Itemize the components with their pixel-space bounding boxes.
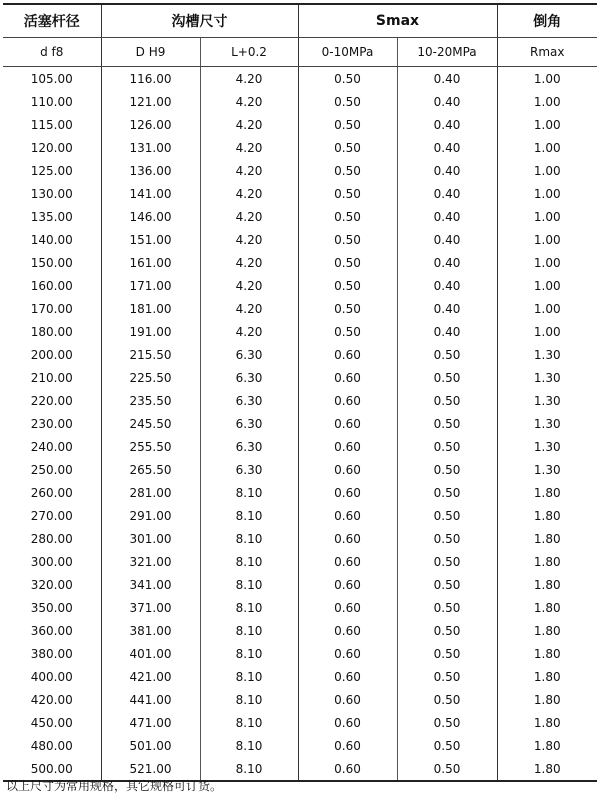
smax-low-cell: 0.50 xyxy=(298,182,397,205)
table-row xyxy=(3,665,597,688)
smax-low-cell: 0.50 xyxy=(298,90,397,113)
table-row xyxy=(3,297,597,320)
chamfer-cell: 1.80 xyxy=(533,577,561,592)
rod-diameter-cell: 300.00 xyxy=(3,550,101,573)
groove-length-cell: 6.30 xyxy=(200,366,298,389)
groove-diameter-cell: 225.50 xyxy=(101,366,200,389)
table-row xyxy=(3,481,597,504)
rod-diameter-cell: 160.00 xyxy=(3,274,101,297)
groove-diameter-cell: 131.00 xyxy=(101,136,200,159)
rod-diameter-cell: 125.00 xyxy=(3,159,101,182)
smax-low-cell: 0.60 xyxy=(298,504,397,527)
groove-diameter-cell: 171.00 xyxy=(101,274,200,297)
subheader-rmax: Rmax xyxy=(497,38,597,67)
table-row xyxy=(3,573,597,596)
groove-diameter-cell: 245.50 xyxy=(101,412,200,435)
smax-high-cell: 0.40 xyxy=(397,136,497,159)
table-row xyxy=(3,642,597,665)
chamfer-cell: 1.30 xyxy=(533,370,561,385)
smax-high-cell: 0.50 xyxy=(397,757,497,781)
chamfer-cell: 1.80 xyxy=(533,692,561,707)
rod-diameter-cell: 260.00 xyxy=(3,481,101,504)
rod-diameter-cell: 135.00 xyxy=(3,205,101,228)
groove-length-cell: 8.10 xyxy=(200,734,298,757)
groove-length-cell: 8.10 xyxy=(200,619,298,642)
smax-low-cell: 0.60 xyxy=(298,688,397,711)
table-row xyxy=(3,159,597,182)
groove-length-cell: 6.30 xyxy=(200,458,298,481)
table-row xyxy=(3,182,597,205)
rod-diameter-cell: 140.00 xyxy=(3,228,101,251)
groove-length-cell: 4.20 xyxy=(200,159,298,182)
groove-length-cell: 4.20 xyxy=(200,251,298,274)
smax-low-cell: 0.60 xyxy=(298,596,397,619)
table-row xyxy=(3,67,597,91)
groove-length-cell: 4.20 xyxy=(200,113,298,136)
smax-low-cell: 0.60 xyxy=(298,619,397,642)
smax-high-cell: 0.50 xyxy=(397,504,497,527)
smax-high-cell: 0.50 xyxy=(397,527,497,550)
groove-diameter-cell: 235.50 xyxy=(101,389,200,412)
groove-dimension-table xyxy=(3,3,597,782)
groove-length-cell: 8.10 xyxy=(200,481,298,504)
groove-length-cell: 8.10 xyxy=(200,711,298,734)
rod-diameter-cell: 240.00 xyxy=(3,435,101,458)
chamfer-cell: 1.00 xyxy=(533,117,561,132)
rod-diameter-cell: 350.00 xyxy=(3,596,101,619)
table-row xyxy=(3,596,597,619)
groove-length-cell: 4.20 xyxy=(200,297,298,320)
groove-diameter-cell: 281.00 xyxy=(101,481,200,504)
table-row xyxy=(3,366,597,389)
rod-diameter-cell: 220.00 xyxy=(3,389,101,412)
smax-low-cell: 0.60 xyxy=(298,435,397,458)
subheader-d-h9: D H9 xyxy=(101,38,200,67)
smax-low-cell: 0.60 xyxy=(298,412,397,435)
smax-low-cell: 0.60 xyxy=(298,665,397,688)
table-row xyxy=(3,113,597,136)
chamfer-cell: 1.30 xyxy=(533,393,561,408)
chamfer-cell: 1.80 xyxy=(533,531,561,546)
smax-high-cell: 0.50 xyxy=(397,366,497,389)
groove-diameter-cell: 291.00 xyxy=(101,504,200,527)
chamfer-cell: 1.00 xyxy=(533,186,561,201)
smax-high-cell: 0.40 xyxy=(397,90,497,113)
smax-low-cell: 0.60 xyxy=(298,642,397,665)
table-row xyxy=(3,274,597,297)
smax-low-cell: 0.50 xyxy=(298,228,397,251)
groove-diameter-cell: 181.00 xyxy=(101,297,200,320)
rod-diameter-cell: 250.00 xyxy=(3,458,101,481)
groove-length-cell: 6.30 xyxy=(200,412,298,435)
chamfer-cell: 1.00 xyxy=(533,301,561,316)
groove-diameter-cell: 371.00 xyxy=(101,596,200,619)
groove-length-cell: 8.10 xyxy=(200,573,298,596)
table-row xyxy=(3,711,597,734)
smax-low-cell: 0.60 xyxy=(298,757,397,781)
rod-diameter-cell: 500.00 xyxy=(3,757,101,781)
rod-diameter-cell: 480.00 xyxy=(3,734,101,757)
chamfer-cell: 1.80 xyxy=(533,715,561,730)
chamfer-cell: 1.80 xyxy=(533,738,561,753)
table-row xyxy=(3,320,597,343)
chamfer-cell: 1.00 xyxy=(533,324,561,339)
smax-high-cell: 0.50 xyxy=(397,711,497,734)
groove-diameter-cell: 191.00 xyxy=(101,320,200,343)
rod-diameter-cell: 130.00 xyxy=(3,182,101,205)
smax-high-cell: 0.50 xyxy=(397,412,497,435)
table-row xyxy=(3,458,597,481)
chamfer-cell: 1.00 xyxy=(533,209,561,224)
chamfer-cell: 1.80 xyxy=(533,669,561,684)
chamfer-cell: 1.00 xyxy=(533,278,561,293)
footnote: 以上尺寸为常用规格，其它规格可订货。 xyxy=(6,779,223,793)
groove-diameter-cell: 116.00 xyxy=(101,67,200,91)
groove-length-cell: 8.10 xyxy=(200,688,298,711)
smax-high-cell: 0.40 xyxy=(397,297,497,320)
smax-high-cell: 0.40 xyxy=(397,274,497,297)
header-chamfer: 倒角 xyxy=(497,4,597,38)
smax-high-cell: 0.40 xyxy=(397,228,497,251)
smax-low-cell: 0.60 xyxy=(298,343,397,366)
smax-low-cell: 0.50 xyxy=(298,297,397,320)
rod-diameter-cell: 105.00 xyxy=(3,67,101,91)
smax-low-cell: 0.50 xyxy=(298,251,397,274)
groove-diameter-cell: 126.00 xyxy=(101,113,200,136)
groove-diameter-cell: 136.00 xyxy=(101,159,200,182)
table-row xyxy=(3,90,597,113)
table-row xyxy=(3,412,597,435)
table-row xyxy=(3,435,597,458)
smax-low-cell: 0.50 xyxy=(298,113,397,136)
groove-length-cell: 8.10 xyxy=(200,665,298,688)
rod-diameter-cell: 120.00 xyxy=(3,136,101,159)
smax-high-cell: 0.40 xyxy=(397,251,497,274)
table-row xyxy=(3,343,597,366)
groove-diameter-cell: 421.00 xyxy=(101,665,200,688)
smax-high-cell: 0.50 xyxy=(397,596,497,619)
rod-diameter-cell: 170.00 xyxy=(3,297,101,320)
chamfer-cell: 1.00 xyxy=(533,71,561,86)
rod-diameter-cell: 110.00 xyxy=(3,90,101,113)
smax-high-cell: 0.50 xyxy=(397,688,497,711)
groove-diameter-cell: 146.00 xyxy=(101,205,200,228)
chamfer-cell: 1.00 xyxy=(533,94,561,109)
chamfer-cell: 1.00 xyxy=(533,255,561,270)
groove-length-cell: 8.10 xyxy=(200,757,298,781)
smax-low-cell: 0.50 xyxy=(298,205,397,228)
smax-low-cell: 0.50 xyxy=(298,67,397,91)
groove-length-cell: 6.30 xyxy=(200,343,298,366)
rod-diameter-cell: 180.00 xyxy=(3,320,101,343)
groove-diameter-cell: 441.00 xyxy=(101,688,200,711)
header-groove-size: 沟槽尺寸 xyxy=(101,4,298,38)
groove-length-cell: 4.20 xyxy=(200,182,298,205)
groove-length-cell: 8.10 xyxy=(200,504,298,527)
smax-high-cell: 0.50 xyxy=(397,435,497,458)
groove-diameter-cell: 381.00 xyxy=(101,619,200,642)
rod-diameter-cell: 320.00 xyxy=(3,573,101,596)
groove-length-cell: 6.30 xyxy=(200,389,298,412)
rod-diameter-cell: 400.00 xyxy=(3,665,101,688)
smax-high-cell: 0.40 xyxy=(397,320,497,343)
header-sub-row xyxy=(3,38,597,67)
smax-low-cell: 0.50 xyxy=(298,274,397,297)
groove-length-cell: 4.20 xyxy=(200,136,298,159)
table-row xyxy=(3,527,597,550)
chamfer-cell: 1.00 xyxy=(533,163,561,178)
groove-length-cell: 4.20 xyxy=(200,320,298,343)
chamfer-cell: 1.80 xyxy=(533,646,561,661)
smax-low-cell: 0.50 xyxy=(298,159,397,182)
subheader-l: L+0.2 xyxy=(200,38,298,67)
smax-low-cell: 0.50 xyxy=(298,136,397,159)
groove-diameter-cell: 321.00 xyxy=(101,550,200,573)
groove-diameter-cell: 501.00 xyxy=(101,734,200,757)
smax-low-cell: 0.60 xyxy=(298,550,397,573)
smax-high-cell: 0.50 xyxy=(397,734,497,757)
smax-low-cell: 0.60 xyxy=(298,527,397,550)
groove-length-cell: 4.20 xyxy=(200,228,298,251)
table-row xyxy=(3,228,597,251)
groove-length-cell: 4.20 xyxy=(200,67,298,91)
smax-high-cell: 0.50 xyxy=(397,573,497,596)
rod-diameter-cell: 380.00 xyxy=(3,642,101,665)
smax-low-cell: 0.60 xyxy=(298,389,397,412)
chamfer-cell: 1.80 xyxy=(533,554,561,569)
table-row xyxy=(3,619,597,642)
groove-length-cell: 8.10 xyxy=(200,642,298,665)
chamfer-cell: 1.80 xyxy=(533,623,561,638)
smax-low-cell: 0.60 xyxy=(298,734,397,757)
table-row xyxy=(3,734,597,757)
smax-low-cell: 0.60 xyxy=(298,711,397,734)
groove-length-cell: 8.10 xyxy=(200,596,298,619)
smax-high-cell: 0.50 xyxy=(397,458,497,481)
groove-diameter-cell: 121.00 xyxy=(101,90,200,113)
chamfer-cell: 1.80 xyxy=(533,508,561,523)
groove-diameter-cell: 301.00 xyxy=(101,527,200,550)
smax-high-cell: 0.40 xyxy=(397,67,497,91)
chamfer-cell: 1.30 xyxy=(533,439,561,454)
smax-high-cell: 0.50 xyxy=(397,481,497,504)
chamfer-cell: 1.80 xyxy=(497,757,597,781)
chamfer-cell: 1.00 xyxy=(533,232,561,247)
groove-length-cell: 8.10 xyxy=(200,550,298,573)
table-row xyxy=(3,389,597,412)
smax-high-cell: 0.40 xyxy=(397,182,497,205)
table-row xyxy=(3,136,597,159)
rod-diameter-cell: 150.00 xyxy=(3,251,101,274)
groove-length-cell: 4.20 xyxy=(200,90,298,113)
header-group-row xyxy=(3,4,597,38)
groove-length-cell: 4.20 xyxy=(200,274,298,297)
rod-diameter-cell: 420.00 xyxy=(3,688,101,711)
rod-diameter-cell: 450.00 xyxy=(3,711,101,734)
rod-diameter-cell: 270.00 xyxy=(3,504,101,527)
table-row xyxy=(3,205,597,228)
smax-low-cell: 0.60 xyxy=(298,458,397,481)
rod-diameter-cell: 280.00 xyxy=(3,527,101,550)
chamfer-cell: 1.00 xyxy=(533,140,561,155)
smax-low-cell: 0.60 xyxy=(298,573,397,596)
rod-diameter-cell: 210.00 xyxy=(3,366,101,389)
smax-low-cell: 0.60 xyxy=(298,366,397,389)
subheader-10-20mpa: 10-20MPa xyxy=(397,38,497,67)
chamfer-cell: 1.30 xyxy=(533,347,561,362)
header-rod-diameter: 活塞杆径 xyxy=(3,4,101,38)
smax-high-cell: 0.40 xyxy=(397,205,497,228)
smax-high-cell: 0.50 xyxy=(397,642,497,665)
subheader-0-10mpa: 0-10MPa xyxy=(298,38,397,67)
rod-diameter-cell: 115.00 xyxy=(3,113,101,136)
groove-diameter-cell: 471.00 xyxy=(101,711,200,734)
header-smax: Smax xyxy=(298,4,497,38)
groove-diameter-cell: 255.50 xyxy=(101,435,200,458)
chamfer-cell: 1.30 xyxy=(533,416,561,431)
table-row xyxy=(3,688,597,711)
smax-low-cell: 0.60 xyxy=(298,481,397,504)
chamfer-cell: 1.30 xyxy=(533,462,561,477)
groove-diameter-cell: 161.00 xyxy=(101,251,200,274)
smax-high-cell: 0.50 xyxy=(397,550,497,573)
groove-diameter-cell: 265.50 xyxy=(101,458,200,481)
table-row xyxy=(3,251,597,274)
smax-high-cell: 0.40 xyxy=(397,159,497,182)
rod-diameter-cell: 360.00 xyxy=(3,619,101,642)
smax-high-cell: 0.40 xyxy=(397,113,497,136)
table-body xyxy=(3,67,597,782)
chamfer-cell: 1.80 xyxy=(533,485,561,500)
groove-length-cell: 6.30 xyxy=(200,435,298,458)
groove-diameter-cell: 521.00 xyxy=(101,757,200,781)
table-row xyxy=(3,550,597,573)
groove-length-cell: 8.10 xyxy=(200,527,298,550)
groove-diameter-cell: 141.00 xyxy=(101,182,200,205)
groove-diameter-cell: 215.50 xyxy=(101,343,200,366)
groove-diameter-cell: 341.00 xyxy=(101,573,200,596)
subheader-d-f8: d f8 xyxy=(3,38,101,67)
chamfer-cell: 1.80 xyxy=(533,600,561,615)
rod-diameter-cell: 230.00 xyxy=(3,412,101,435)
smax-low-cell: 0.50 xyxy=(298,320,397,343)
rod-diameter-cell: 200.00 xyxy=(3,343,101,366)
table-row xyxy=(3,504,597,527)
smax-high-cell: 0.50 xyxy=(397,619,497,642)
smax-high-cell: 0.50 xyxy=(397,343,497,366)
smax-high-cell: 0.50 xyxy=(397,389,497,412)
groove-diameter-cell: 401.00 xyxy=(101,642,200,665)
smax-high-cell: 0.50 xyxy=(397,665,497,688)
groove-diameter-cell: 151.00 xyxy=(101,228,200,251)
groove-length-cell: 4.20 xyxy=(200,205,298,228)
